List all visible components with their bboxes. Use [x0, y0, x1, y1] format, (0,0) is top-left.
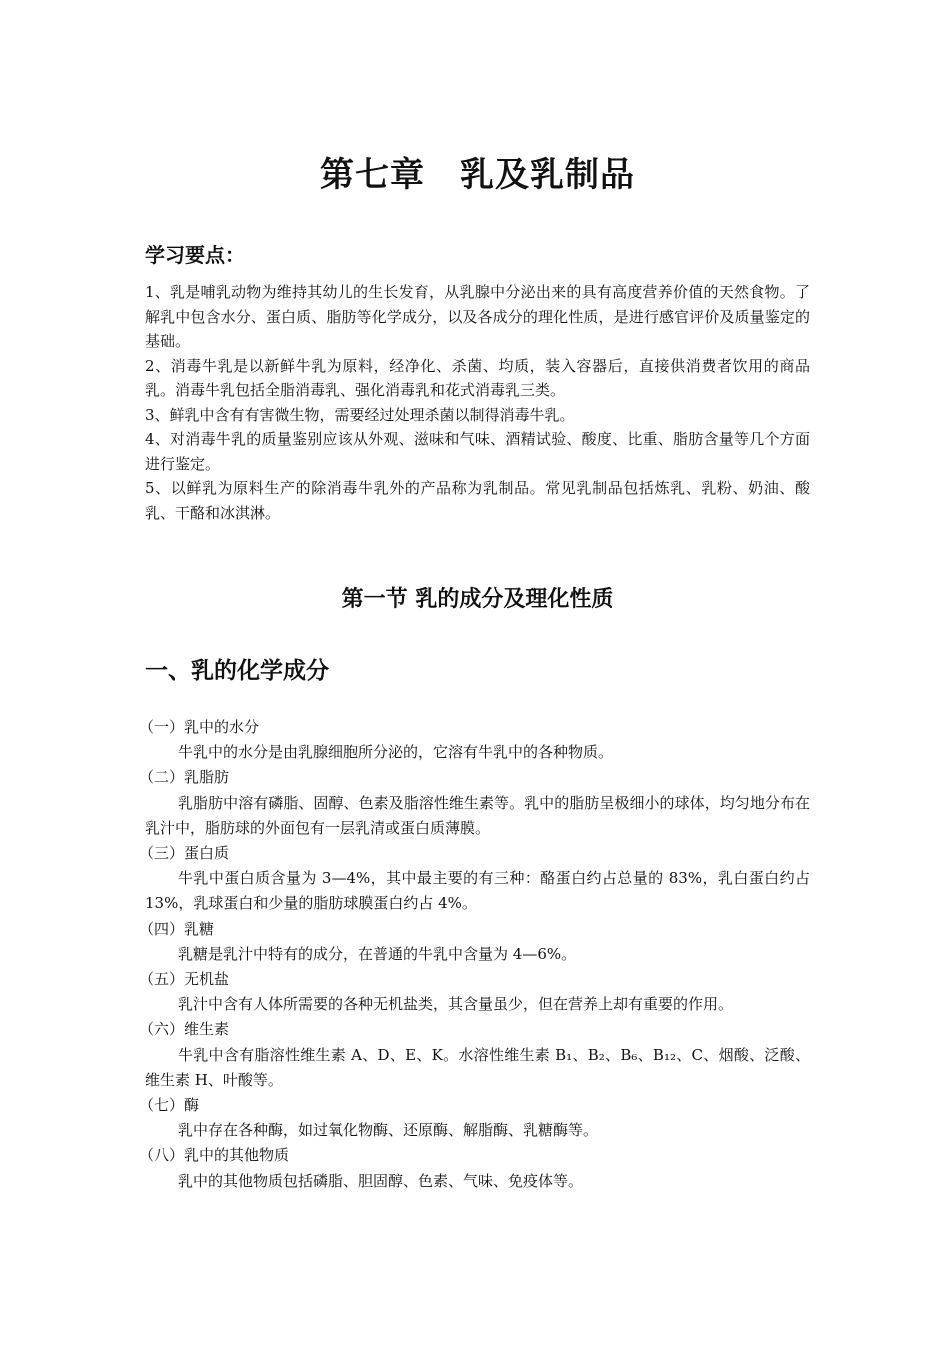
- component-body: 乳糖是乳汁中特有的成分，在普通的牛乳中含量为 4—6%。: [178, 944, 577, 963]
- component-heading: （五）无机盐: [139, 970, 230, 989]
- component-heading: （二）乳脂肪: [139, 768, 230, 787]
- components-list: [139, 715, 810, 1194]
- component-heading: （一）乳中的水分: [139, 718, 260, 736]
- key-point-item: 3、鲜乳中含有有害微生物，需要经过处理杀菌以制得消毒牛乳。: [145, 405, 575, 424]
- component-heading: （八）乳中的其他物质: [139, 1146, 290, 1165]
- component-body: 牛乳中的水分是由乳腺细胞所分泌的，它溶有牛乳中的各种物质。: [178, 743, 614, 762]
- key-point-item: 5、以鲜乳为原料生产的除消毒牛乳外的产品称为乳制品。常见乳制品包括炼乳、乳粉、奶油、酸乳、干酪和冰淇淋。: [145, 479, 810, 522]
- component-body: 牛乳中含有脂溶性维生素 A、D、E、K。水溶性维生素 B₁、B₂、B₆、B₁₂、C、烟酸、泛酸、维生素 H、叶酸等。: [145, 1045, 810, 1089]
- component-heading: （七）酶: [139, 1096, 200, 1115]
- component-heading: （六）维生素: [139, 1020, 230, 1039]
- component-body: 乳中存在各种酶，如过氧化物酶、还原酶、解脂酶、乳糖酶等。: [178, 1121, 599, 1140]
- component-body: 乳中的其他物质包括磷脂、胆固醇、色素、气味、免疫体等。: [178, 1171, 584, 1190]
- key-point-item: 2、消毒牛乳是以新鲜牛乳为原料，经净化、杀菌、均质，装入容器后，直接供消费者饮用的商品乳。消毒牛乳包括全脂消毒乳、强化消毒乳和花式消毒乳三类。: [145, 356, 810, 399]
- key-point-item: 1、乳是哺乳动物为维持其幼儿的生长发育，从乳腺中分泌出来的具有高度营养价值的天然食物。了解乳中包含水分、蛋白质、脂肪等化学成分，以及各成分的理化性质，是进行感官评价及质量鉴定的基础。: [145, 283, 810, 350]
- component-body: 乳汁中含有人体所需要的各种无机盐类，其含量虽少，但在营养上却有重要的作用。: [178, 995, 734, 1014]
- chapter-title: 第七章 乳及乳制品: [320, 155, 635, 195]
- component-body: 牛乳中蛋白质含量为 3—4%，其中最主要的有三种：酪蛋白约占总量的 83%，乳白蛋白约占 13%，乳球蛋白和少量的脂肪球膜蛋白约占 4%。: [145, 869, 810, 913]
- key-points-heading: 学习要点：: [145, 243, 245, 267]
- component-body: 乳脂肪中溶有磷脂、固醇、色素及脂溶性维生素等。乳中的脂肪呈极细小的球体，均匀地分布在乳汁中，脂肪球的外面包有一层乳清或蛋白质薄膜。: [145, 793, 810, 837]
- section-title: 第一节 乳的成分及理化性质: [341, 587, 614, 612]
- key-points-list: [145, 280, 810, 525]
- component-heading: （四）乳糖: [139, 919, 215, 938]
- component-heading: （三）蛋白质: [139, 844, 230, 863]
- key-point-item: 4、对消毒牛乳的质量鉴别应该从外观、滋味和气味、酒精试验、酸度、比重、脂肪含量等几个方面进行鉴定。: [145, 430, 810, 473]
- subsection-title: 一、乳的化学成分: [145, 658, 329, 684]
